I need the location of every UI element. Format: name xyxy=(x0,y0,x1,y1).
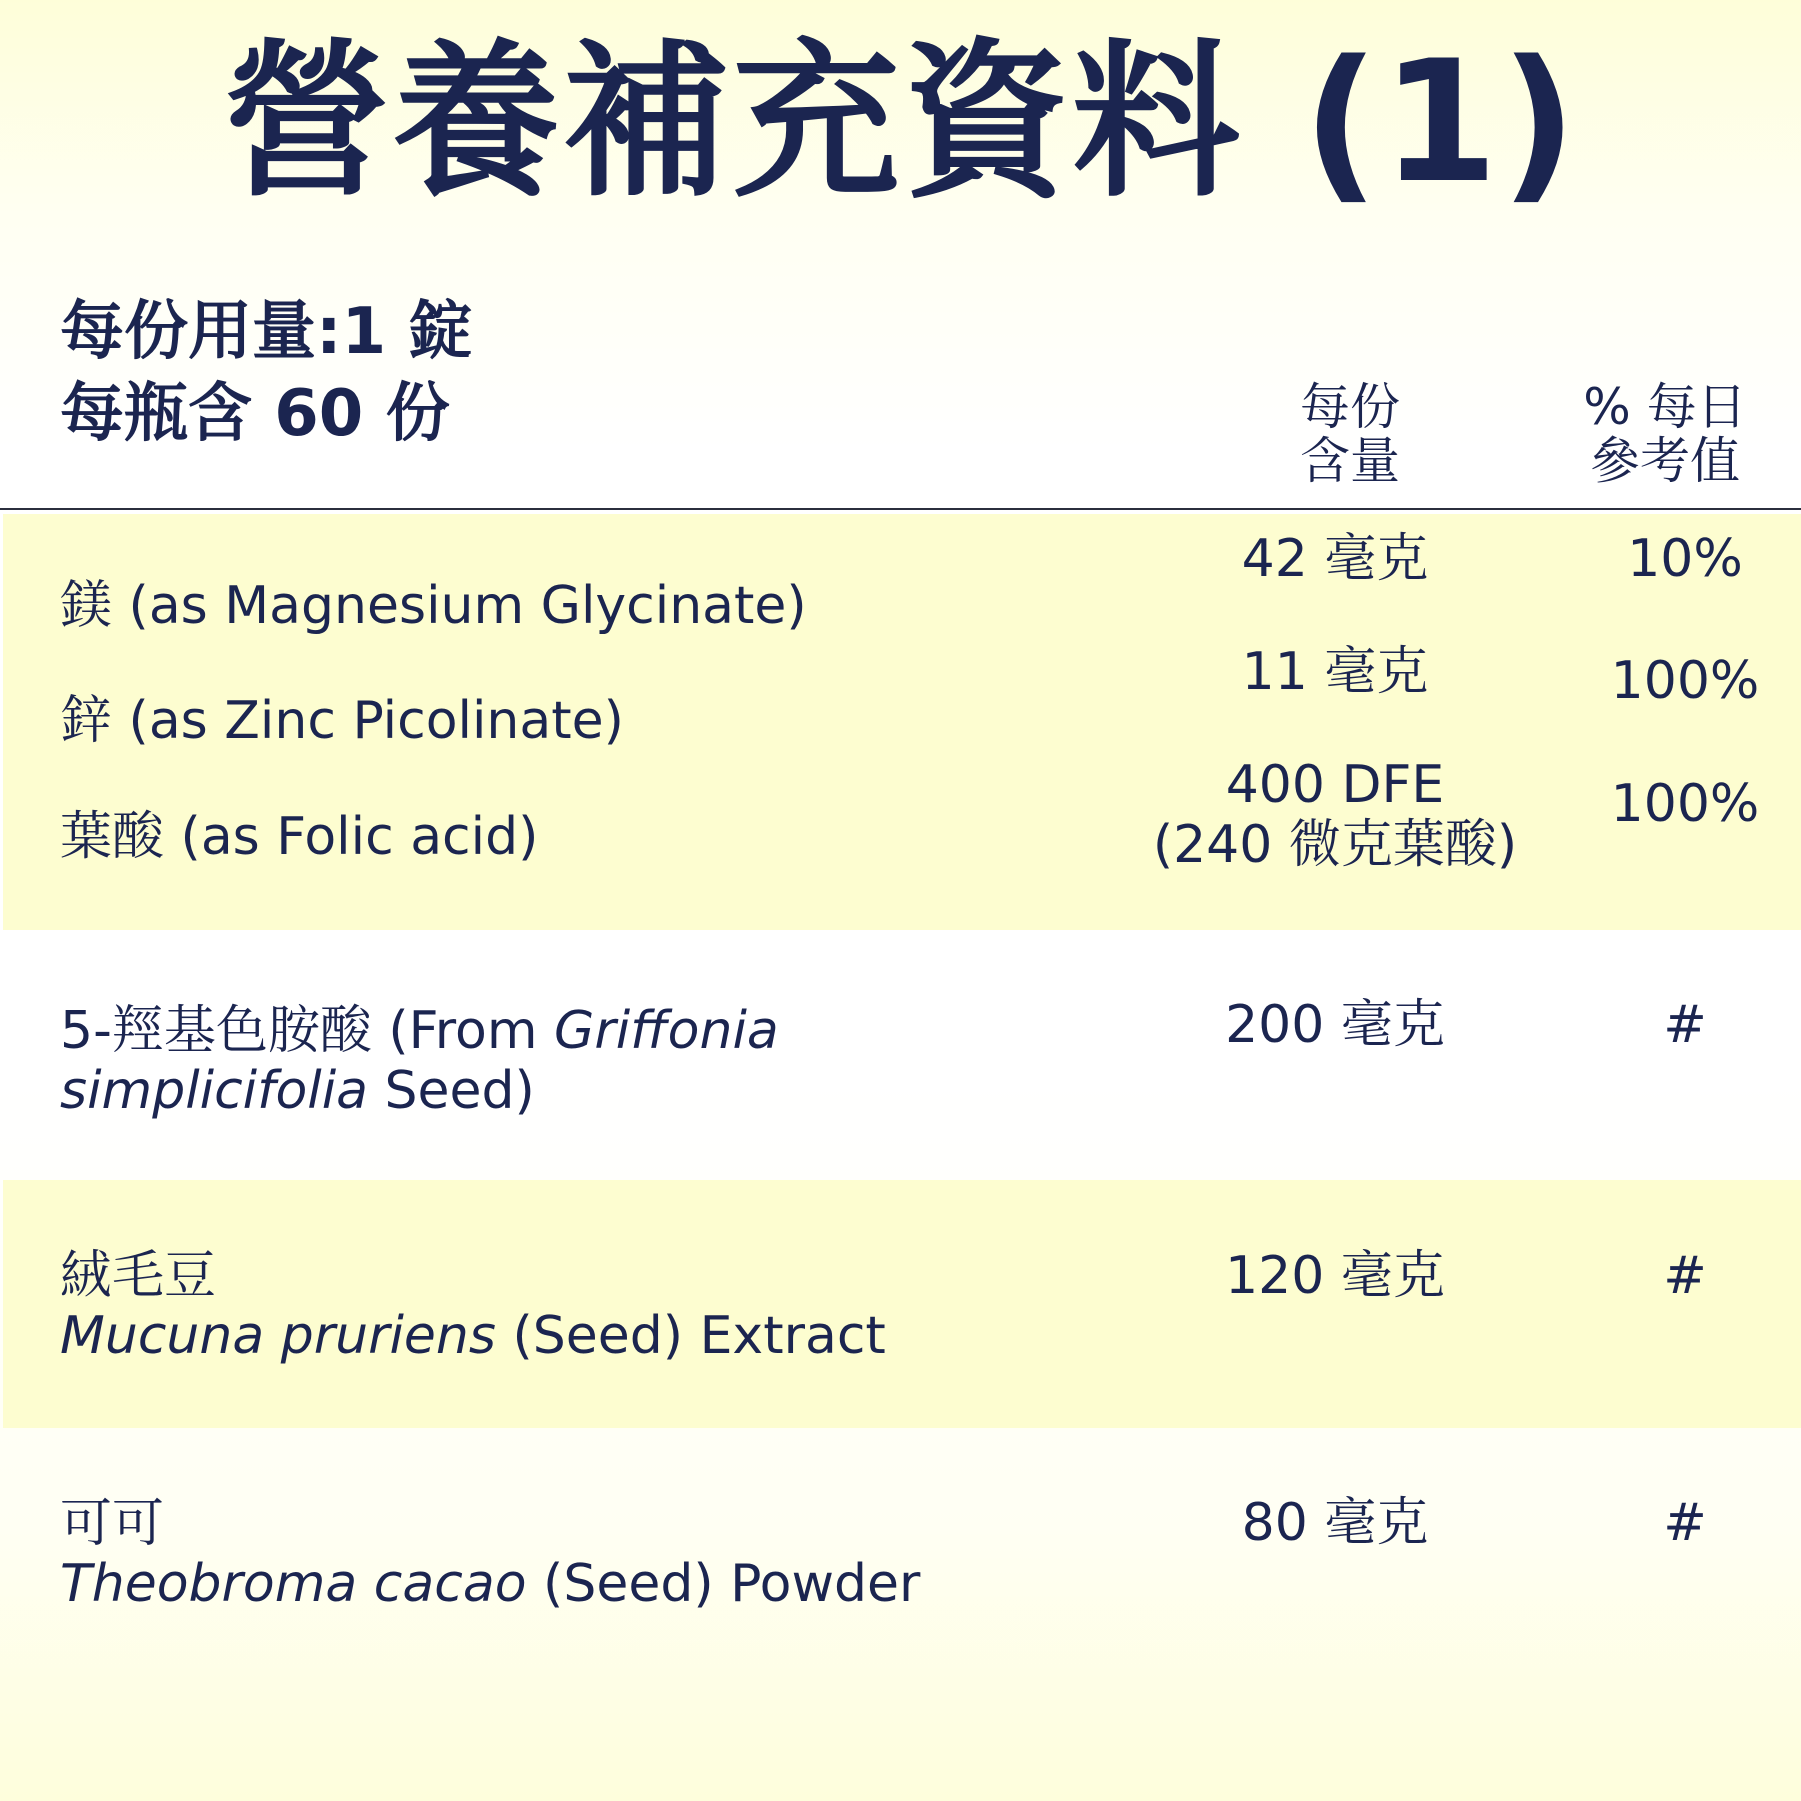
ingredient-name-cacao-latin: Theobroma cacao xyxy=(60,1553,527,1614)
ingredient-name-mucuna-latin: Mucuna pruriens xyxy=(60,1305,496,1366)
column-header-amount-line1: 每份 xyxy=(1300,378,1400,436)
ingredient-name-5htp-prefix: 5-羥基色胺酸 (From xyxy=(60,1001,555,1061)
ingredient-name-5htp-species: simplicifolia xyxy=(60,1060,369,1121)
header-divider xyxy=(0,508,1801,510)
ingredient-amount-mucuna: 120 毫克 xyxy=(1225,1246,1445,1306)
serving-size: 每份用量:1 錠 xyxy=(60,295,473,369)
ingredient-amount-folic-acid-line1: 400 DFE xyxy=(1225,755,1445,815)
ingredient-dv-magnesium: 10% xyxy=(1627,529,1743,589)
column-header-dv-line1: % 每日 xyxy=(1583,378,1747,436)
page-title: 營養補充資料 (1) xyxy=(222,24,1579,220)
ingredient-name-mucuna xyxy=(60,1247,886,1367)
ingredient-name-5htp xyxy=(60,1002,779,1122)
ingredient-name-5htp-line2 xyxy=(60,1062,779,1122)
ingredient-name-mucuna-suffix: (Seed) Extract xyxy=(495,1305,886,1366)
ingredient-dv-cacao: # xyxy=(1663,1493,1707,1553)
ingredient-dv-zinc: 100% xyxy=(1610,651,1760,711)
servings-per-container: 每瓶含 60 份 xyxy=(60,377,450,451)
column-header-daily-value xyxy=(1540,380,1790,488)
ingredient-name-cacao-line1: 可可 xyxy=(60,1494,165,1554)
ingredient-dv-folic-acid: 100% xyxy=(1610,774,1760,834)
ingredient-name-mucuna-line2 xyxy=(60,1307,886,1367)
ingredient-name-magnesium: 鎂 (as Magnesium Glycinate) xyxy=(60,576,807,636)
ingredient-amount-5htp: 200 毫克 xyxy=(1225,995,1445,1055)
column-header-amount xyxy=(1240,380,1460,488)
ingredient-name-5htp-suffix: Seed) xyxy=(368,1060,535,1121)
ingredient-name-cacao-line2 xyxy=(60,1555,920,1615)
ingredient-name-mucuna-line1: 絨毛豆 xyxy=(60,1246,217,1306)
ingredient-name-zinc: 鋅 (as Zinc Picolinate) xyxy=(60,691,624,751)
ingredient-name-cacao-suffix: (Seed) Powder xyxy=(526,1553,921,1614)
column-header-dv-line2: 參考值 xyxy=(1590,432,1740,490)
ingredient-amount-folic-acid-line2: (240 微克葉酸) xyxy=(1152,814,1518,875)
ingredient-amount-zinc: 11 毫克 xyxy=(1241,642,1429,702)
ingredient-amount-magnesium: 42 毫克 xyxy=(1241,529,1429,589)
ingredient-name-5htp-line1 xyxy=(60,1002,779,1062)
ingredient-name-5htp-genus: Griffonia xyxy=(554,1001,779,1061)
ingredient-dv-5htp: # xyxy=(1663,995,1707,1055)
ingredient-name-folic-acid: 葉酸 (as Folic acid) xyxy=(60,807,539,867)
ingredient-amount-cacao: 80 毫克 xyxy=(1241,1493,1429,1553)
ingredient-dv-mucuna: # xyxy=(1663,1246,1707,1306)
column-header-amount-line2: 含量 xyxy=(1300,432,1400,490)
ingredient-name-cacao xyxy=(60,1495,920,1615)
ingredient-amount-folic-acid xyxy=(1100,756,1570,876)
